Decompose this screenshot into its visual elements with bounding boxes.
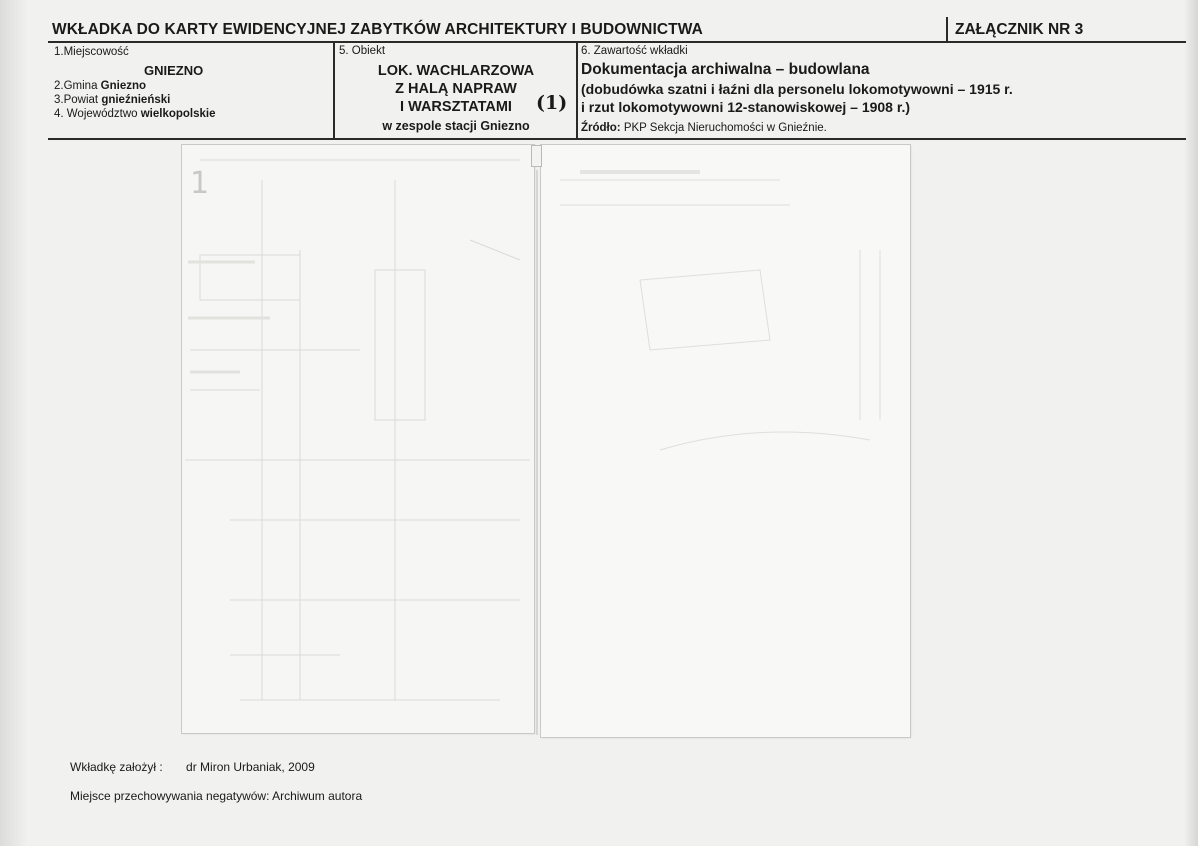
document-title: WKŁADKA DO KARTY EWIDENCYJNEJ ZABYTKÓW ARCHITEKTURY I BUDOWNICTWA <box>52 21 703 38</box>
powiat-value: gnieźnieński <box>101 94 171 106</box>
object-line-1: LOK. WACHLARZOWA <box>377 63 535 79</box>
gmina-value: Gniezno <box>100 80 147 92</box>
storage-value: Archiwum autora <box>272 789 363 803</box>
author-row <box>70 760 315 774</box>
source-value: PKP Sekcja Nieruchomości w Gnieźnie. <box>623 122 827 134</box>
author-label: Wkładkę założył : <box>70 760 163 774</box>
page-mark: 1 <box>190 166 210 201</box>
annex-label: ZAŁĄCZNIK NR 3 <box>955 21 1084 38</box>
miejscowosc-label: 1.Miejscowość <box>54 46 129 58</box>
gmina-label: 2.Gmina <box>54 80 98 92</box>
storage-row <box>70 789 362 803</box>
object-number: (1) <box>536 92 568 114</box>
powiat-label: 3.Powiat <box>54 94 99 106</box>
source-label: Źródło: <box>581 122 621 134</box>
object-label: 5. Obiekt <box>339 45 386 57</box>
wojewodztwo-value: wielkopolskie <box>140 108 216 120</box>
content-description-line-1: (dobudówka szatni i łaźni dla personelu lokomotywowni – 1915 r. <box>581 81 1013 97</box>
storage-label: Miejsce przechowywania negatywów: <box>70 789 270 803</box>
object-subtitle: w zespole stacji Gniezno <box>382 119 530 133</box>
author-value: dr Miron Urbaniak, 2009 <box>186 760 315 774</box>
content-label: 6. Zawartość wkładki <box>581 45 688 57</box>
object-line-2: Z HALĄ NAPRAW <box>395 81 517 97</box>
miejscowosc-value: GNIEZNO <box>144 63 204 78</box>
content-title: Dokumentacja archiwalna – budowlana <box>581 61 870 78</box>
wojewodztwo-label: 4. Województwo <box>54 108 138 120</box>
object-line-3: I WARSZTATAMI <box>400 99 512 115</box>
content-description-line-2: i rzut lokomotywowni 12-stanowiskowej – 1908 r.) <box>581 99 911 115</box>
